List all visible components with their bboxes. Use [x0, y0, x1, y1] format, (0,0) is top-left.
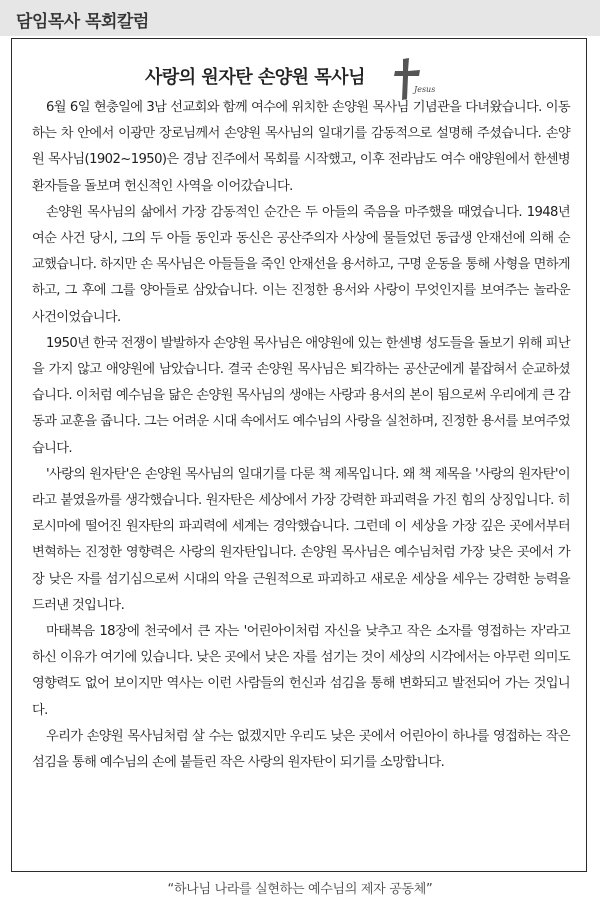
paragraph: 1950년 한국 전쟁이 발발하자 손양원 목사님은 애양원에 있는 한센병 성도들을 돌보기 위해 피난을 가지 않고 애양원에 남았습니다. 결국 손양원 목사님은 퇴각하는 공산군에게 붙잡혀서 순교하셨습니다. 이처럼 예수님을 닮은 손양원 목사님의 생애는 사랑과 용서의 본이 됨으로써 우리에게 큰 감동과 교훈을 줍니다. 그는 어려운 시대 속에서도 예수님의 사랑을 실천하며, 진정한 용서를 보여주었습니다.	[32, 335, 570, 456]
article-frame	[11, 38, 587, 872]
article-title: 사랑의 원자탄 손양원 목사님	[145, 67, 365, 88]
article-body	[32, 95, 570, 776]
paragraph: 6월 6일 현충일에 3남 선교회와 함께 여수에 위치한 손양원 목사님 기념관을 다녀왔습니다. 이동하는 차 안에서 이광만 장로님께서 손양원 목사님의 일대기를 감동적으로 설명해 주셨습니다. 손양원 목사님(1902~1950)은 경남 진주에서 목회를 시작했고, 이후 전라남도 여수 애양원에서 한센병 환자들을 돌보며 헌신적인 사역을 이어갔습니다.	[32, 100, 570, 194]
title-row	[12, 57, 586, 97]
paragraph: 손양원 목사님의 삶에서 가장 감동적인 순간은 두 아들의 죽음을 마주했을 때였습니다. 1948년 여순 사건 당시, 그의 두 아들 동인과 동신은 공산주의자 사상에 물들었던 동급생 안재선에 의해 순교했습니다. 하지만 손 목사님은 아들들을 죽인 안재선을 용서하고, 구명 운동을 통해 사형을 면하게 하고, 그 후에 그를 양아들로 삼았습니다. 이는 진정한 용서와 사랑이 무엇인지를 보여주는 놀라운 사건이었습니다.	[32, 204, 570, 325]
church-motto: “하나님 나라를 실현하는 예수님의 제자 공동체”	[167, 882, 433, 897]
paragraph: 마태복음 18장에 천국에서 큰 자는 '어린아이처럼 자신을 낮추고 작은 소자를 영접하는 자'라고 하신 이유가 여기에 있습니다. 낮은 곳에서 낮은 자를 섬기는 것이 세상의 시각에서는 아무런 의미도 영향력도 없어 보이지만 역사는 이런 사람들의 헌신과 섬김을 통해 변화되고 발전되어 가는 것입니다.	[32, 624, 570, 718]
paragraph: '사랑의 원자탄'은 손양원 목사님의 일대기를 다룬 책 제목입니다. 왜 책 제목을 '사랑의 원자탄'이라고 붙였을까를 생각했습니다. 원자탄은 세상에서 가장 강력한 파괴력을 가진 힘의 상징입니다. 히로시마에 떨어진 원자탄의 파괴력에 세계는 경악했습니다. 그런데 이 세상을 가장 깊은 곳에서부터 변혁하는 진정한 영향력은 사랑의 원자탄입니다. 손양원 목사님은 예수님처럼 가장 낮은 곳에서 가장 낮은 자를 섬기심으로써 시대의 악을 근원적으로 파괴하고 새로운 세상을 세우는 강력한 능력을 드러낸 것입니다.	[32, 466, 570, 613]
paragraph: 우리가 손양원 목사님처럼 살 수는 없겠지만 우리도 낮은 곳에서 어린아이 하나를 영접하는 작은 섬김을 통해 예수님의 손에 붙들린 작은 사랑의 원자탄이 되기를 소망합니다.	[32, 728, 570, 771]
cross-logo-text: Jesus	[414, 85, 436, 94]
column-header	[0, 0, 600, 36]
column-header-label: 담임목사 목회칼럼	[16, 12, 149, 32]
